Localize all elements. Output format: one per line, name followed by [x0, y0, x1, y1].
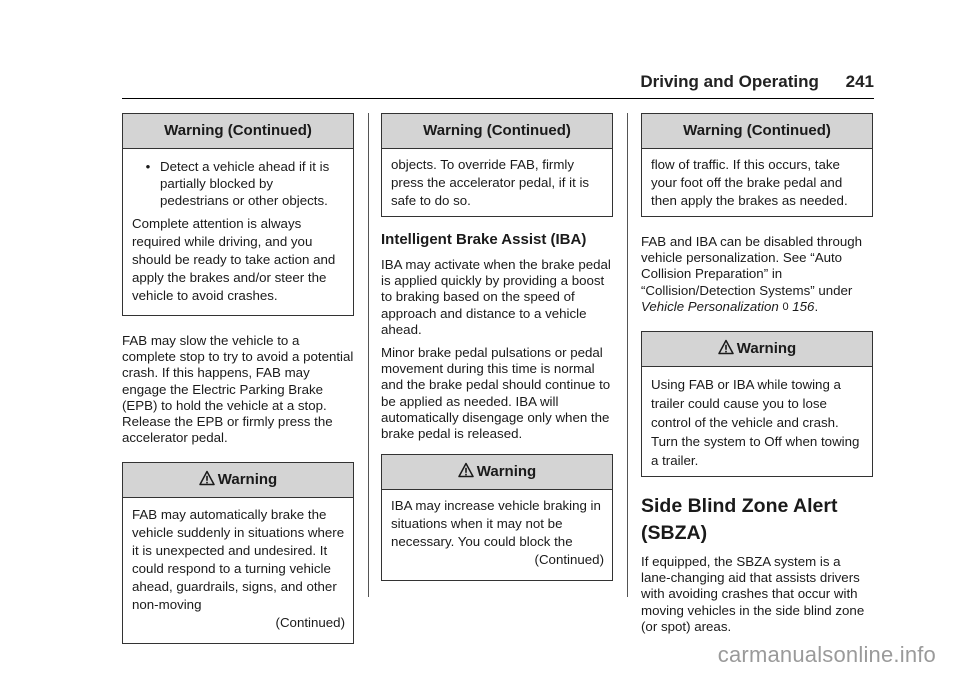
warning-title-text: Warning: [736, 340, 797, 358]
watermark-text: carmanualsonline.info: [717, 642, 936, 667]
warning-triangle-icon: [199, 470, 215, 486]
warning-box-body: [642, 367, 872, 476]
warning-text: objects. To override FAB, firmly press the accelerator pedal, if it is safe to do so.: [391, 157, 590, 208]
body-paragraph: [641, 234, 873, 315]
cross-reference: Vehicle Personalization: [641, 298, 779, 314]
warning-triangle-icon: [458, 462, 474, 478]
body-paragraph: FAB may slow the vehicle to a complete stop to try to avoid a potential crash. If this happens, FAB may engage the Electric Parking Brake (EPB) to hold the vehicle at a stop. Release the EPB or firmly press the accelerator pedal.: [122, 333, 354, 446]
warning-box-title: [382, 455, 612, 490]
warning-box-continued: [641, 113, 873, 217]
page-reference: 156: [792, 298, 815, 314]
continued-label: (Continued): [275, 615, 345, 631]
warning-title-text: Warning: [476, 463, 537, 481]
warning-box: [122, 462, 354, 644]
warning-text: FAB may automatically brake the vehicle suddenly in situations where it is unexpected and undesired. It could respond to a turning vehicle ahead, guardrails, signs, and other non-moving: [132, 507, 345, 613]
warning-box-title: Warning (Continued): [382, 114, 612, 149]
page-ref-arrow-icon: 0: [782, 300, 789, 313]
body-paragraph: IBA may activate when the brake pedal is applied quickly by providing a boost to braking based on the speed of approach and distance to a vehicle ahead.: [381, 257, 611, 337]
header-rule: [122, 98, 874, 99]
body-paragraph: Minor brake pedal pulsations or pedal movement during this time is normal and the brake pedal should continue to be applied as needed. IBA will automatically disengage only when the brake pedal is released.: [381, 345, 611, 442]
warning-box: [641, 331, 873, 477]
warning-box-body: [382, 490, 612, 580]
warning-text: Using FAB or IBA while towing a trailer could cause you to lose control of the vehicle and crash. Turn the system to Off when towing a trailer.: [651, 377, 860, 469]
warning-box: [381, 454, 613, 581]
column-3: [641, 113, 873, 635]
paragraph-end: .: [814, 298, 819, 314]
warning-text: IBA may increase vehicle braking in situations when it may not be necessary. You could block the: [391, 498, 601, 550]
warning-box-body: [123, 149, 353, 315]
bullet-mark: •: [145, 159, 151, 174]
warning-paragraph: Complete attention is always required while driving, and you should be ready to take action and apply the brakes and/or steer the vehicle to avoid crashes.: [132, 216, 336, 303]
continued-label: (Continued): [534, 552, 604, 568]
warning-title-text: Warning: [217, 471, 278, 489]
section-heading: Side Blind Zone Alert (SBZA): [641, 495, 838, 545]
section-title: Driving and Operating: [640, 72, 819, 91]
column-divider-2: [627, 113, 628, 597]
column-divider-1: [368, 113, 369, 597]
page-header: [640, 72, 874, 92]
warning-box-continued: [122, 113, 354, 316]
warning-box-title: [123, 463, 353, 498]
warning-box-body: [642, 149, 872, 216]
warning-text: flow of traffic. If this occurs, take your foot off the brake pedal and then apply the brakes as needed.: [651, 157, 848, 208]
bullet-text: Detect a vehicle ahead if it is partially blocked by pedestrians or other objects.: [160, 159, 330, 208]
warning-box-continued: [381, 113, 613, 217]
column-1: [122, 113, 354, 644]
page-number: 241: [845, 72, 874, 91]
warning-triangle-icon: [718, 339, 734, 355]
bullet-item: [132, 158, 345, 209]
warning-box-title: Warning (Continued): [642, 114, 872, 149]
section-heading: Intelligent Brake Assist (IBA): [381, 231, 587, 248]
paragraph-text: FAB and IBA can be disabled through vehicle personalization. See “Auto Collision Preparation” in “Collision/Detection Systems” under: [641, 234, 863, 298]
warning-box-title: Warning (Continued): [123, 114, 353, 149]
warning-box-body: [382, 149, 612, 216]
warning-box-body: [123, 498, 353, 643]
column-2: [381, 113, 613, 581]
body-paragraph: If equipped, the SBZA system is a lane-changing aid that assists drivers with avoiding crashes that occur with moving vehicles in the side blind zone (or spot) areas.: [641, 554, 865, 634]
warning-box-title: [642, 332, 872, 367]
